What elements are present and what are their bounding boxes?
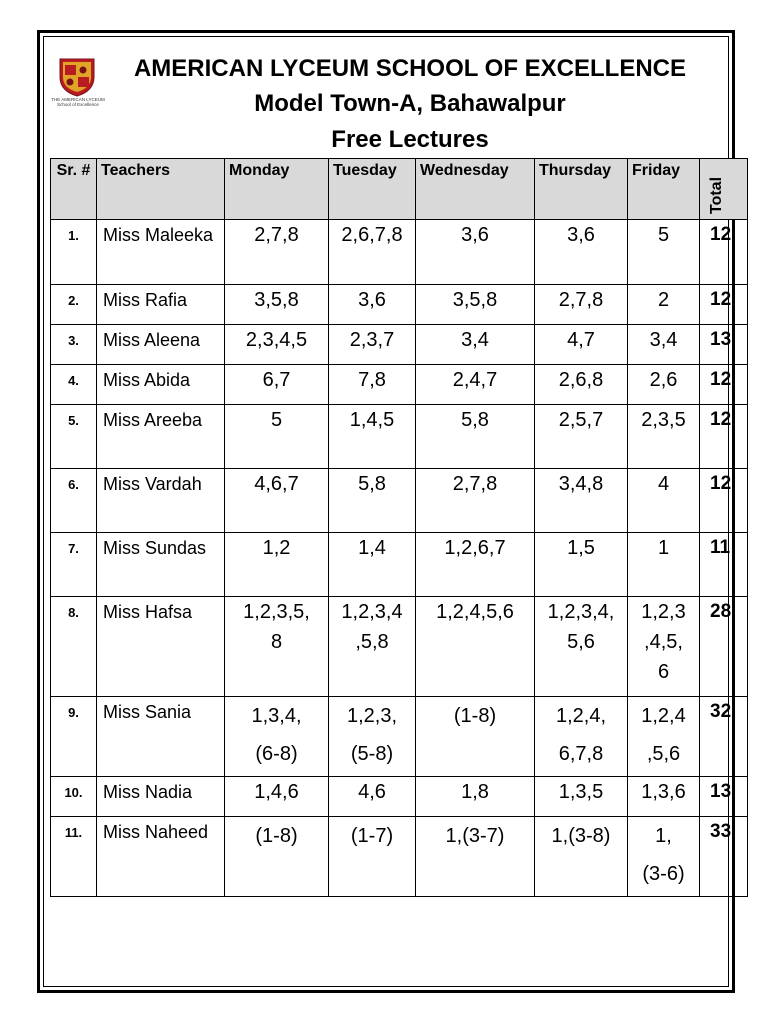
teacher-name-cell: Miss Aleena — [97, 325, 225, 365]
monday-cell: 1,2 — [225, 533, 329, 597]
friday-cell: 1 — [628, 533, 700, 597]
teacher-name-cell: Miss Maleeka — [97, 220, 225, 285]
tuesday-cell: 7,8 — [329, 365, 416, 405]
col-header-sr: Sr. # — [51, 159, 97, 220]
monday-cell: 1,2,3,5, 8 — [225, 597, 329, 697]
serial-cell: 4. — [51, 365, 97, 405]
tuesday-cell: 1,4 — [329, 533, 416, 597]
friday-cell: 2,3,5 — [628, 405, 700, 469]
serial-cell: 10. — [51, 777, 97, 817]
total-cell: 32 — [700, 697, 748, 777]
friday-cell: 2 — [628, 285, 700, 325]
friday-cell: 1,2,4 ,5,6 — [628, 697, 700, 777]
free-lectures-table — [50, 158, 748, 897]
thursday-cell: 1,3,5 — [535, 777, 628, 817]
tuesday-cell: 1,2,3, (5-8) — [329, 697, 416, 777]
wednesday-cell: (1-8) — [416, 697, 535, 777]
monday-cell: 2,7,8 — [225, 220, 329, 285]
friday-cell: 4 — [628, 469, 700, 533]
thursday-cell: 2,6,8 — [535, 365, 628, 405]
total-cell: 12 — [700, 220, 748, 285]
tuesday-cell: 2,3,7 — [329, 325, 416, 365]
total-cell: 12 — [700, 285, 748, 325]
total-cell: 33 — [700, 817, 748, 897]
total-cell: 28 — [700, 597, 748, 697]
serial-cell: 5. — [51, 405, 97, 469]
thursday-cell: 4,7 — [535, 325, 628, 365]
wednesday-cell: 1,8 — [416, 777, 535, 817]
tuesday-cell: (1-7) — [329, 817, 416, 897]
friday-cell: 1, (3-6) — [628, 817, 700, 897]
friday-cell: 1,3,6 — [628, 777, 700, 817]
col-header-thursday: Thursday — [535, 159, 628, 220]
table-row — [51, 533, 748, 597]
monday-cell: 4,6,7 — [225, 469, 329, 533]
col-header-tuesday: Tuesday — [329, 159, 416, 220]
thursday-cell: 3,6 — [535, 220, 628, 285]
friday-cell: 2,6 — [628, 365, 700, 405]
wednesday-cell: 3,5,8 — [416, 285, 535, 325]
monday-cell: 5 — [225, 405, 329, 469]
table-row — [51, 697, 748, 777]
total-cell: 13 — [700, 777, 748, 817]
table-row — [51, 285, 748, 325]
wednesday-cell: 2,4,7 — [416, 365, 535, 405]
total-cell: 12 — [700, 405, 748, 469]
total-cell: 13 — [700, 325, 748, 365]
thursday-cell: 1,(3-8) — [535, 817, 628, 897]
document-title: Free Lectures — [331, 126, 489, 153]
teacher-name-cell: Miss Sundas — [97, 533, 225, 597]
friday-cell: 1,2,3 ,4,5, 6 — [628, 597, 700, 697]
col-header-total: Total — [700, 159, 748, 220]
serial-cell: 8. — [51, 597, 97, 697]
serial-cell: 11. — [51, 817, 97, 897]
monday-cell: 1,3,4, (6-8) — [225, 697, 329, 777]
monday-cell: 6,7 — [225, 365, 329, 405]
thursday-cell: 3,4,8 — [535, 469, 628, 533]
teacher-name-cell: Miss Areeba — [97, 405, 225, 469]
tuesday-cell: 1,4,5 — [329, 405, 416, 469]
monday-cell: 3,5,8 — [225, 285, 329, 325]
logo-caption: THE AMERICAN LYCEUM School of Excellence — [51, 97, 105, 107]
teacher-name-cell: Miss Sania — [97, 697, 225, 777]
serial-cell: 7. — [51, 533, 97, 597]
teacher-name-cell: Miss Hafsa — [97, 597, 225, 697]
wednesday-cell: 1,(3-7) — [416, 817, 535, 897]
teacher-name-cell: Miss Rafia — [97, 285, 225, 325]
thursday-cell: 1,2,3,4, 5,6 — [535, 597, 628, 697]
wednesday-cell: 1,2,4,5,6 — [416, 597, 535, 697]
wednesday-cell: 5,8 — [416, 405, 535, 469]
teacher-name-cell: Miss Naheed — [97, 817, 225, 897]
tuesday-cell: 3,6 — [329, 285, 416, 325]
tuesday-cell: 2,6,7,8 — [329, 220, 416, 285]
serial-cell: 3. — [51, 325, 97, 365]
table-row — [51, 220, 748, 285]
col-header-monday: Monday — [225, 159, 329, 220]
wednesday-cell: 2,7,8 — [416, 469, 535, 533]
monday-cell: 1,4,6 — [225, 777, 329, 817]
thursday-cell: 1,5 — [535, 533, 628, 597]
teacher-name-cell: Miss Nadia — [97, 777, 225, 817]
school-name: AMERICAN LYCEUM SCHOOL OF EXCELLENCE — [133, 55, 687, 82]
col-header-wednesday: Wednesday — [416, 159, 535, 220]
tuesday-cell: 1,2,3,4 ,5,8 — [329, 597, 416, 697]
thursday-cell: 2,7,8 — [535, 285, 628, 325]
col-header-friday: Friday — [628, 159, 700, 220]
serial-cell: 2. — [51, 285, 97, 325]
wednesday-cell: 3,6 — [416, 220, 535, 285]
thursday-cell: 2,5,7 — [535, 405, 628, 469]
tuesday-cell: 5,8 — [329, 469, 416, 533]
school-address: Model Town-A, Bahawalpur — [254, 90, 566, 117]
total-cell: 12 — [700, 469, 748, 533]
serial-cell: 9. — [51, 697, 97, 777]
serial-cell: 6. — [51, 469, 97, 533]
table-row — [51, 469, 748, 533]
monday-cell: 2,3,4,5 — [225, 325, 329, 365]
table-row — [51, 405, 748, 469]
table-header-row — [51, 159, 748, 220]
table-row — [51, 325, 748, 365]
teacher-name-cell: Miss Vardah — [97, 469, 225, 533]
table-row — [51, 777, 748, 817]
monday-cell: (1-8) — [225, 817, 329, 897]
col-header-teachers: Teachers — [97, 159, 225, 220]
table-row — [51, 365, 748, 405]
friday-cell: 5 — [628, 220, 700, 285]
serial-cell: 1. — [51, 220, 97, 285]
total-cell: 11 — [700, 533, 748, 597]
tuesday-cell: 4,6 — [329, 777, 416, 817]
table-row — [51, 817, 748, 897]
thursday-cell: 1,2,4, 6,7,8 — [535, 697, 628, 777]
wednesday-cell: 3,4 — [416, 325, 535, 365]
total-cell: 12 — [700, 365, 748, 405]
table-row — [51, 597, 748, 697]
teacher-name-cell: Miss Abida — [97, 365, 225, 405]
wednesday-cell: 1,2,6,7 — [416, 533, 535, 597]
friday-cell: 3,4 — [628, 325, 700, 365]
